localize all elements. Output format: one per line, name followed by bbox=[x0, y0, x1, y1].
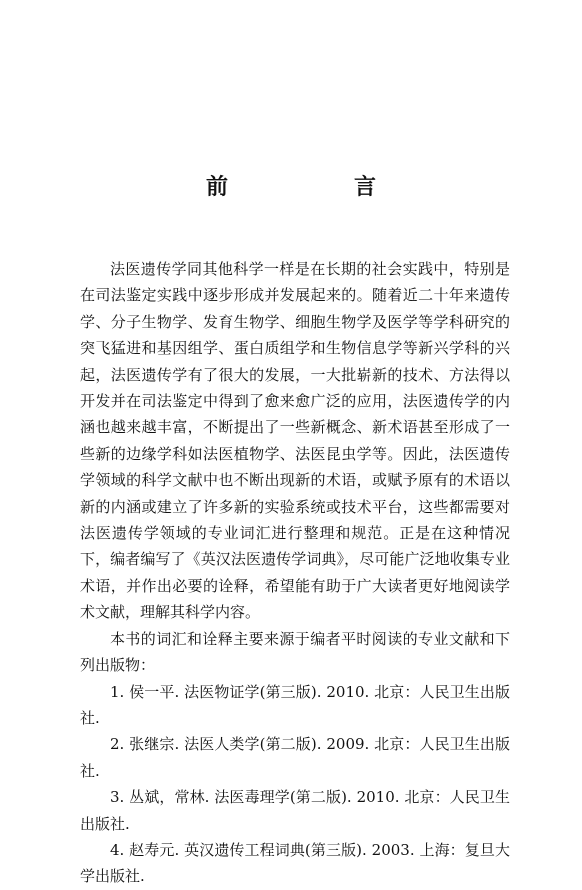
reference-item-1: 1. 侯一平. 法医物证学(第三版). 2010. 北京：人民卫生出版社. bbox=[80, 682, 510, 727]
reference-list bbox=[80, 679, 510, 890]
preface-paragraph-2: 本书的词汇和诠释主要来源于编者平时阅读的专业文献和下列出版物： bbox=[80, 629, 510, 675]
reference-item-3: 3. 丛斌，常林. 法医毒理学(第二版). 2010. 北京：人民卫生出版社. bbox=[80, 788, 510, 833]
page-title: 前 言 bbox=[205, 174, 428, 200]
reference-item-4: 4. 赵寿元. 英汉遗传工程词典(第三版). 2003. 上海：复旦大学出版社. bbox=[80, 840, 510, 886]
preface-body bbox=[80, 256, 510, 890]
reference-item-2: 2. 张继宗. 法医人类学(第二版). 2009. 北京：人民卫生出版社. bbox=[80, 735, 510, 780]
preface-paragraph-1: 法医遗传学同其他科学一样是在长期的社会实践中，特别是在司法鉴定实践中逐步形成并发展起来的。随着近二十年来遗传学、分子生物学、发育生物学、细胞生物学及医学等学科研究的突飞猛进和基因组学、蛋白质组学和生物信息学等新兴学科的兴起，法医遗传学有了很大的发展，一大批崭新的技术、方法得以开发并在司法鉴定中得到了愈来愈广泛的应用，法医遗传学的内涵也越来越丰富，不断提出了一些新概念、新术语甚至形成了一些新的边缘学科如法医植物学、法医昆虫学等。因此，法医遗传学领域的科学文献中也不断出现新的术语，或赋予原有的术语以新的内涵或建立了许多新的实验系统或技术平台，这些都需要对法医遗传学领域的专业词汇进行整理和规范。正是在这种情况下，编者编写了《英汉法医遗传学词典》，尽可能广泛地收集专业术语，并作出必要的诠释，希望能有助于广大读者更好地阅读学术文献，理解其科学内容。 bbox=[80, 260, 510, 622]
